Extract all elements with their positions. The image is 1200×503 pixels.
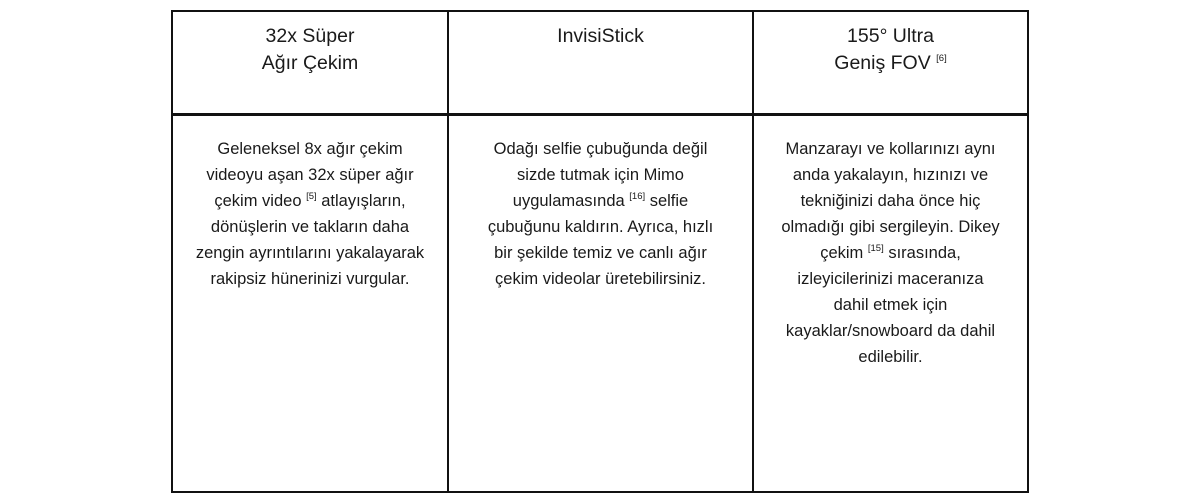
body-text: bir şekilde temiz ve canlı ağır bbox=[494, 244, 707, 262]
body-text: videoyu aşan 32x süper ağır bbox=[206, 166, 414, 184]
header-text: Ağır Çekim bbox=[261, 52, 359, 74]
header-cell-invisistick bbox=[449, 12, 754, 116]
body-text-with-ref bbox=[179, 188, 441, 214]
body-text: edilebilir. bbox=[858, 348, 923, 366]
body-text: atlayışların, bbox=[316, 192, 406, 210]
body-text: sırasında, bbox=[883, 244, 961, 262]
reference-marker: [5] bbox=[306, 190, 317, 202]
body-text: anda yakalayın, hızınızı ve bbox=[792, 166, 989, 184]
body-text: selfie bbox=[645, 192, 689, 210]
body-text: çekim bbox=[820, 244, 868, 262]
header-text: 32x Süper bbox=[265, 25, 355, 47]
header-text-with-ref bbox=[754, 50, 1027, 77]
body-cell-invisistick bbox=[449, 116, 754, 491]
body-text: çubuğunu kaldırın. Ayrıca, hızlı bbox=[487, 218, 714, 236]
body-text: çekim videolar üretebilirsiniz. bbox=[495, 270, 706, 288]
body-text: zengin ayrıntılarını yakalayarak bbox=[195, 244, 425, 262]
body-text: çekim video bbox=[214, 192, 307, 210]
body-text: izleyicilerinizi maceranıza bbox=[797, 270, 984, 288]
body-text-with-ref bbox=[772, 240, 1009, 266]
header-cell-ultra-wide-fov bbox=[754, 12, 1027, 116]
body-text: dahil etmek için bbox=[833, 296, 948, 314]
body-cell-ultra-wide-fov bbox=[754, 116, 1027, 491]
header-text: Geniş FOV bbox=[834, 52, 937, 74]
body-text: tekniğinizi daha önce hiç bbox=[800, 192, 981, 210]
body-text-with-ref bbox=[469, 188, 732, 214]
feature-comparison-table bbox=[171, 10, 1029, 493]
body-text: rakipsiz hünerinizi vurgular. bbox=[210, 270, 410, 288]
header-cell-super-slow-motion bbox=[173, 12, 449, 116]
reference-marker: [15] bbox=[867, 242, 884, 254]
body-text: uygulamasında bbox=[512, 192, 630, 210]
body-text: sizde tutmak için Mimo bbox=[517, 166, 684, 184]
body-text: Odağı selfie çubuğunda değil bbox=[493, 140, 708, 158]
body-cell-super-slow-motion bbox=[173, 116, 449, 491]
body-text: dönüşlerin ve takların daha bbox=[210, 218, 410, 236]
reference-marker: [6] bbox=[936, 52, 947, 64]
body-text: Geleneksel 8x ağır çekim bbox=[217, 140, 403, 158]
reference-marker: [16] bbox=[629, 190, 646, 202]
body-text: kayaklar/snowboard da dahil bbox=[785, 322, 996, 340]
body-text: Manzarayı ve kollarınızı aynı bbox=[785, 140, 996, 158]
header-text: 155° Ultra bbox=[847, 25, 934, 47]
body-text: olmadığı gibi sergileyin. Dikey bbox=[781, 218, 1000, 236]
header-text: InvisiStick bbox=[557, 25, 644, 47]
